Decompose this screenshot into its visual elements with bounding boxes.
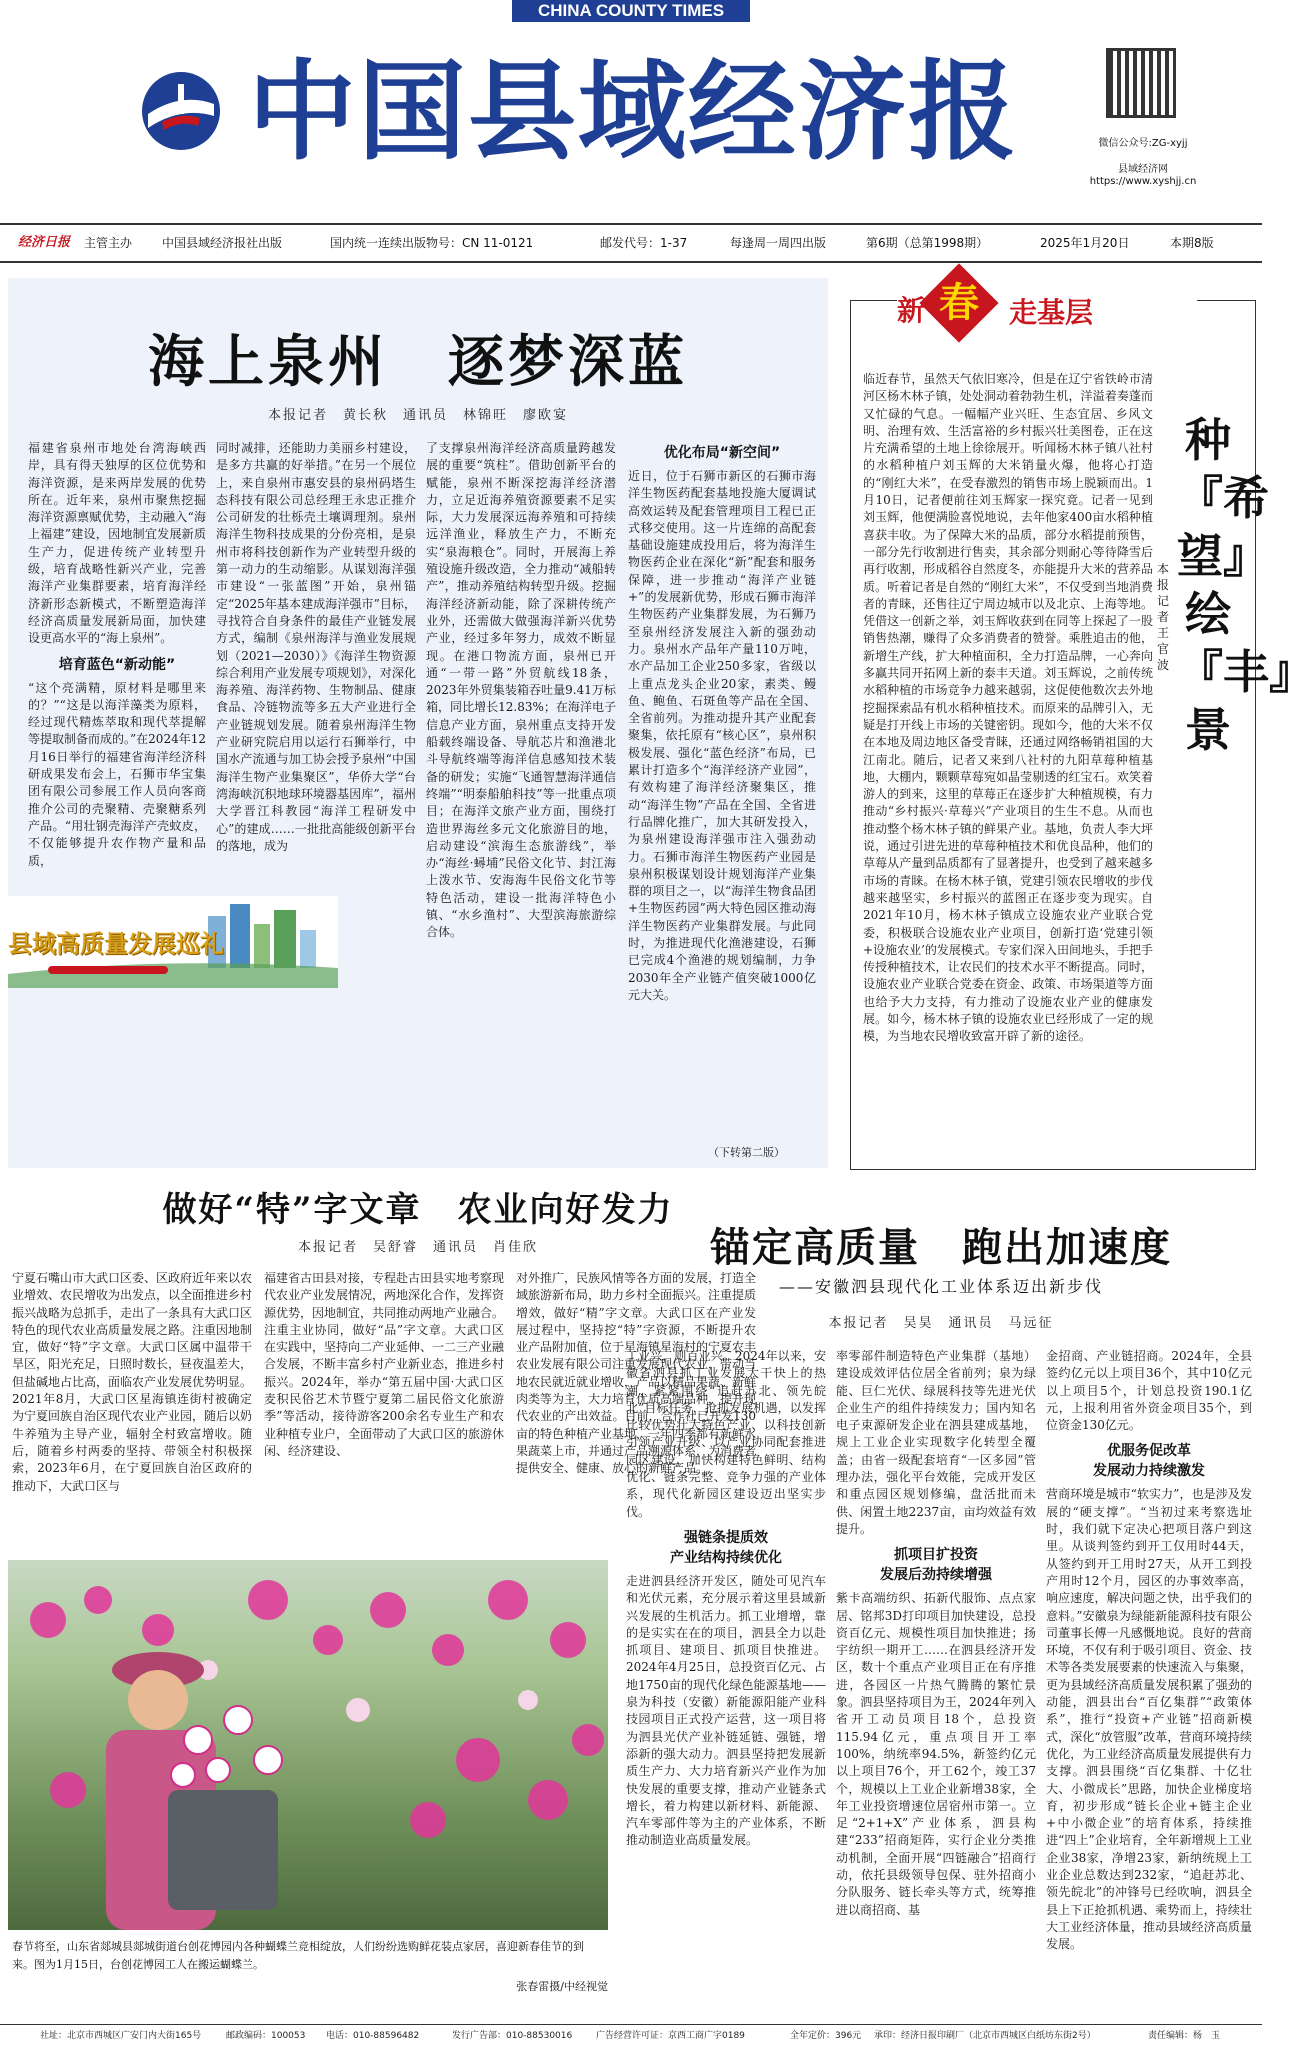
third-byline: 本报记者 吴昊 通讯员 马远征	[828, 1316, 1054, 1331]
third-subhead-1: 强链条提质效 产业结构持续优化	[670, 1529, 782, 1566]
footer-item: 责任编辑：杨 玉	[1148, 2031, 1221, 2041]
footer-item: 承印：经济日报印刷厂（北京市西城区白纸坊东街2号）	[874, 2031, 1096, 2041]
newspaper-title: 中国县域经济报	[248, 49, 1019, 175]
spring-col1	[863, 371, 1153, 1157]
info-bar	[0, 226, 1262, 260]
third-headline: 锚定高质量 跑出加速度	[710, 1224, 1172, 1271]
info-item: 国内统一连续出版物号：CN 11-0121	[330, 236, 534, 250]
continued-note: （下转第二版）	[708, 1146, 785, 1159]
info-item: 主管主办	[84, 236, 133, 250]
lead-col2	[216, 440, 416, 1158]
third-col3b-text: 营商环境是城市“软实力”，也是涉及发展的“硬支撑”。“当初过来考察选址时，我们就下定决心把项目落户到这里。从谈判签约到开工仅用时44天，从签约到开工用时27天，从开工到投产用时12个月，园区的办事效率高，响应速度，解决问题之快，出乎我们的意料。”安徽泉为绿能新能源科技有限公司董事长傅一凡感慨地说。良好的营商环境，不仅有利于吸引项目、资金、技术等各类发展要素的快速流入与集聚，更为县域经济高质量发展积累了强劲的动能，泗县出台“百亿集群”“政策体系”，推行“投资+产业链”招商新模式，深化“放管服”改革，营商环境持续优化，为工业经济高质量发展提供有力支撑。泗县围绕“百亿集群、十亿壮大、小微成长”思路，加快企业梯度培育，初步形成“链长企业+链主企业+中小微企业”的培育体系，持续推进“四上”企业培育，全年新增规上工业企业38家，净增23家，新纳统规上工业企业总数达到232家，“追赶苏北、领先皖北”的冲锋号已经吹响，泗县全县上下正抢抓机遇、乘势而上，持续壮大工业经济体量，推动县域经济高质量发展。	[1046, 1487, 1252, 1952]
footer-item: 广告经营许可证：京西工商广字0189	[596, 2031, 745, 2041]
masthead-logo-icon	[140, 70, 222, 152]
photo-credit: 张春雷摄/中经视觉	[516, 1980, 608, 1993]
info-item: 中国县域经济报社出版	[162, 236, 283, 250]
photo-caption: 春节将至，山东省郯城县郯城街道台创花博园内各种蝴蝶兰竞相绽放，人们纷纷选购鲜花装点家居，喜迎新春佳节的到来。图为1月15日，台创花博园工人在搬运蝴蝶兰。	[12, 1940, 584, 1971]
third-col3-text: 金招商、产业链招商。2024年，全县签约亿元以上项目36个，其中10亿元以上项目5个，计划总投资190.1亿元，上报利用省外资金项目35个，到位资金130亿元。	[1046, 1349, 1252, 1433]
spring-headline: 种『希望』 绘『丰』景	[1177, 413, 1315, 757]
third-col1b-text: 走进泗县经济开发区，随处可见汽车和光伏元素，充分展示着这里县域新兴发展的生机活力。抓工业增增，靠的是实实在在的项目，泗县全力以赴抓项目、建项目、抓项目快推进。2024年4月25日，总投资百亿元、占地1750亩的现代化绿色能源基地——泉为科技（安徽）新能源阳能产业科技园项目正式投产运营，这一项目将为泗县光伏产业补链延链、强链，增添新的强大动力。泗县坚持把发展新质生产力、大力培育新兴产业作为加快发展的重要支撑，推动产业链条式增长，着力构建以新材料、新能源、汽车零部件等为主的产业体系，不断推动制造业高质量发展。	[626, 1573, 826, 1848]
footer-item: 发行广告部：010-88530016	[452, 2031, 573, 2041]
info-item: 第6期（总第1998期）	[866, 236, 989, 250]
footer-item: 社址：北京市西城区广安门内大街165号	[40, 2031, 202, 2041]
third-article	[620, 1212, 1262, 2012]
second-col2-text: 福建省古田县对接，专程赴古田县实地考察现代农业产业发展情况，两地深化合作，发挥资源优势，因地制宜，共同推动两地产业融合。注重主业协同，做好“品”字文章。大武口区在实践中，坚持向二产业延伸、一二三产业融合发展，不断丰富乡村产业新业态，推进乡村振兴。2024年，举办“第五届中国·大武口区麦积民俗艺术节暨宁夏第二届民俗文化旅游季”等活动，接待游客200余名专业生产和农业种植专业户，全面带动了大武口区的旅游休闲、经济建设、	[264, 1271, 505, 1458]
second-col1	[12, 1270, 252, 1550]
masthead	[0, 0, 1262, 220]
lead-col1	[28, 440, 206, 970]
third-subheadline: ——安徽泗县现代化工业体系迈出新步伐	[778, 1277, 1103, 1296]
badge-xin: 新	[897, 294, 926, 327]
lead-col3	[426, 440, 616, 1000]
lead-col2-text: 同时减排，还能助力美丽乡村建设，是多方共赢的好举措。”在另一个展位上，来自泉州市惠安县的泉州码塔生态科技有限公司总经理王永忠正推介公司研发的壮栎壳土壤调理剂。泉州海洋生物科技成果的分份亮相，是泉州市将科技创新作为产业转型升级的第一动力的生动缩影。从谋划海洋强市建设“一张蓝图”开始，泉州锚定“2025年基本建成海洋强市”目标，寻找符合自身条件的最佳产业链发展方式，编制《泉州海洋与渔业发展规划（2021—2030）》《海洋生物资源综合利用产业发展专项规划》，对深化海养殖、海洋药物、生物制品、健康食品、冷链物流等多五大产业进行全产业链规划发展。随着泉州海洋生物产业研究院启用以运行石狮举行，中国水产流通与加工协会授予泉州“中国海洋生物产业集聚区”，华侨大学“台湾海峡沉积地球环境器基因库”，福州大学晋江科教园“海洋工程研发中心”的建成……一批批高能级创新平台的落地，成为	[216, 441, 416, 853]
qr-name: 县域经济网	[1118, 164, 1168, 175]
lead-col4	[628, 440, 816, 1140]
footer-item: 电话：010-88596482	[326, 2031, 420, 2041]
qr-wechat: 微信公众号:ZG-xyjj	[1098, 138, 1188, 149]
second-col3-text: 对外推广，民族风情等各方面的发展，打造全域旅游新布局，助力乡村全面振兴。注重提质增效，做好“精”字文章。大武口区在产业发展过程中，坚持挖“特”字资源，不断提升农业产品附加值，位于星海镇星海村的宁夏农丰农业发展有限公司注重发展现代农业，带动当地农民就近就业增收，产品以精品果蔬、新鲜肉类等为主，大力培育优质高端品种，提升现代农业的产出效益。目前，合作社已开发130亩的特色种植产业基地，一年四季都有新鲜水果蔬菜上市，并通过产品溯源体系，为消费者提供安全、健康、放心的新鲜产品。	[516, 1271, 757, 1476]
lead-col1-text: 福建省泉州市地处台湾海峡西岸，具有得天独厚的区位优势和海洋资源，是来两岸发展的优势所在。近年来，泉州市聚焦挖掘海洋资源禀赋优势，主动融入“海上福建”建设，因地制宜发展新质生产力，促进传统产业转型升级，培育战略性新兴产业，完善海洋产业集群要素，培育海洋经济新形态新模式，不断塑造海洋经济高质量发展新局面，加快建设更高水平的“海上泉州”。	[28, 441, 206, 646]
info-item: 邮发代号：1-37	[600, 236, 688, 250]
third-col2-text: 率零部件制造特色产业集群（基地）建设成效评估位居全省前列；泉为绿能、巨仁光伏、绿展科技等先进光伏企业生产的组件持续发力；国内知名电子束源研发企业在泗县建成基地，规上工业企业实现数字化转型全覆盖；由省一级配套培育“一区多园”管理办法，强化平台效能，完成开发区和重点园区规划修编，盘活批而未供、闲置土地2237亩，亩均效益有效提升。	[836, 1349, 1036, 1536]
info-item: 本期8版	[1170, 236, 1214, 250]
third-col3	[1046, 1348, 1252, 2008]
third-col1-text: 工业兴，则百业兴。2024年以来，安徽省泗县抓工业发展大干快上的热潮，紧紧围绕“追赶苏北、领先皖北”目标任务，抢抓发展机遇，以发挥比较优势壮大特色产业、以科技创新引领产业升级、以产业协同配套推进园区建设，加快构建特色鲜明、结构优化、链条完整、竞争力强的产业体系，现代化新园区建设迈出坚实步伐。	[626, 1349, 826, 1519]
second-byline: 本报记者 吴舒睿 通讯员 肖佳欣	[297, 1240, 538, 1255]
footer-item: 全年定价：396元	[790, 2031, 862, 2041]
info-item: 每逢周一周四出版	[730, 236, 827, 250]
third-subhead-2: 抓项目扩投资 发展后劲持续增强	[880, 1547, 992, 1584]
footer-item: 邮政编码：100053	[226, 2031, 306, 2041]
english-title-bar: CHINA COUNTY TIMES	[512, 0, 750, 22]
lead-subhead-2: 优化布局“新空间”	[663, 445, 781, 461]
tour-banner	[8, 896, 338, 988]
lead-subhead-1: 培育蓝色“新动能”	[58, 656, 176, 673]
second-col1-text: 宁夏石嘴山市大武口区委、区政府近年来以农业增效、农民增收为出发点，以全面推进乡村振兴战略为总抓手，走出了一条具有大武口区特色的现代农业高质量发展之路。注重因地制宜，做好“特”字文章。大武口区属中温带干旱区，阳光充足，日照时数长，昼夜温差大，但盐碱地占比高，面临农产业发展优势明显。2021年8月，大武口区星海镇连街村被确定为宁夏回族自治区现代农业产业园，随后以奶牛养殖为主导产业，辐射全村致富增收。随后，随着乡村两委的坚持、带领全村积极探索，2023年6月，在宁夏回族自治区政府的推动下，大武口区与	[12, 1271, 253, 1493]
qr-url: https://www.xyshjj.cn	[1089, 176, 1197, 187]
third-col1	[626, 1348, 826, 2008]
lead-byline: 本报记者 黄长秋 通讯员 林锦旺 廖欧宴	[267, 408, 568, 423]
spring-badge	[897, 275, 1197, 345]
badge-rest: 走基层	[1009, 296, 1094, 329]
lead-col3-text: 了支撑泉州海洋经济高质量跨越发展的重要“筑柱”。借助创新平台的赋能，泉州不断深挖海洋经济潜力，立足近海养殖资源要素不足实际，大力发展深远海养殖和可持续远洋渔业，释放生产力，不断充实“泉海粮仓”。同时，开展海上养殖设施升级改造，全力推动“减船转产”，推动养殖结构转型升级。挖掘海洋经济新动能，除了深耕传统产业外，还需做大做强海洋新兴优势产业，经过多年努力，成效不断显现。在港口物流方面，泉州已开通“一带一路”外贸航线18条，2023年外贸集装箱吞吐量9.41万标箱，同比增长12.83%；在海洋电子信息产业方面，泉州重点支持开发船载终端设备、导航芯片和渔港北斗导航终端等海洋信息感知技术装备的研发；实施“飞通智慧海洋通信终端”“明泰船舶科技”等一批重点项目；在海洋文旅产业方面，围绕打造世界海丝多元文化旅游目的地，启动建设“滨海生态旅游线”，举办“海丝·蟳埔”民俗文化节、封江海上泼水节、安海海牛民俗文化节等特色活动，建设一批海洋特色小镇、“水乡渔村”、大型滨海旅游综合体。	[426, 441, 616, 940]
lead-col4-text: 近日，位于石狮市新区的石狮市海洋生物医药配套基地投施大厦调试高效运转及配套管理项目工程已正式移交使用。这一片连绵的高配套基础设施建成投用后，将为海洋生物医药企业在深化“新”配套和服务保障，进一步推动“海洋产业链+”的发展新优势，形成石狮市海洋生物医药产业集群发展，为石狮乃至泉州经济发展注入新的强劲动力。泉州水产品年产量110万吨，水产品加工企业250多家，省级以上重点龙头企业20家，素类、鳗鱼、鲍鱼、石斑鱼等产品在全国、全省前列。为推动提升其产业配套聚集，依托原有“核心区”，泉州积极发展、强化“蓝色经济”布局，已累计打造多个“海洋经济产业园”，有效构建了海洋经济聚集区，推动“海洋生物”产品在全国、全省进行品牌化推广，加大其研发投入，为泉州建设海洋强市注入强劲动力。石狮市海洋生物医药产业园是泉州积极谋划设计规划海洋产业集群的项目之一，以“海洋生物食品团+生物医药园”两大特色园区推动海洋生物医药产业集群发展。与此同时，为推进现代化渔港建设，石狮已完成4个渔港的规划编制，力争2030年全产业链产值突破1000亿元大关。	[628, 469, 816, 1002]
badge-chun: 春	[919, 263, 998, 342]
third-col2	[836, 1348, 1036, 2008]
tour-banner-text: 县域高质量发展巡礼	[8, 929, 224, 958]
footer	[0, 2026, 1262, 2046]
second-col2	[264, 1270, 504, 1550]
spring-byline: 本报记者 王官波	[1157, 562, 1182, 672]
lead-headline: 海上泉州 逐梦深蓝	[148, 329, 688, 395]
date: 2025年1月20日	[1040, 236, 1130, 250]
third-subhead-3: 优服务促改革 发展动力持续激发	[1093, 1443, 1205, 1480]
third-col2b-text: 紫卡高端纺织、拓新代服饰、点点家居、铭邦3D打印项目加快建设，总投资百亿元、规模性项目加快推进；扬宇纺织一期开工……在泗县经济开发区，数十个重点产业项目正在有序推进，各园区一片热气腾腾的繁忙景象。泗县坚持项目为王，2024年列入省开工动员项目18个，总投资115.94亿元，重点项目开工率100%，纳统率94.5%，新签约亿元以上项目76个，开工62个，竣工37个，规模以上工业企业新增38家，全年工业投资增速位居宿州市第一。立足“2+1+X”产业体系，泗县构建“233”招商矩阵，实行企业分类推动机制，全面开展“四链融合”招商行动，依托县级领导包保、驻外招商小分队服务、链长牵头等方式，统筹推进以商招商、基	[836, 1591, 1036, 1917]
spring-article	[850, 279, 1315, 1170]
orchid-photo	[8, 1560, 608, 1930]
spring-text: 临近春节，虽然天气依旧寒冷，但是在辽宁省铁岭市清河区杨木林子镇，处处洞动着勃勃生机，洋溢着奏蓬而又忙碌的气息。一幅幅产业兴旺、生态宜居、乡风文明、治理有效、生活富裕的乡村振兴壮美图卷，正在这片充满希望的土地上徐徐展开。听闻杨木林子镇八社村的水稻种植户刘玉辉的大米销量火爆，他将心打造的“刚红大米”，在受春激烈的销售市场上脱颖而出。1月10日，记者便前往刘玉辉家一探究竟。记者一见到刘玉辉，他便满脸喜悦地说，去年他家400亩水稻种植喜获丰收。为了保障大米的品质，部分水稻提前预售，一部分先行收割进行售卖，其余部分则耐心等待降雪后再行收割，形成稻谷自然度冬，亦能提升大米的营养品质。听着记者是自然的“刚红大米”，不仅受到当地消费者的青睐，还售往辽宁周边城市以及北京、上海等地。凭借这一创新之举，刘玉辉收获到在同等上探起了一股销售热潮，赚得了众多消费者的赞誉。乘胜追击的他，新增生产线，扩大种植面积，全力打造品牌，一心奔向多赢共同开拓网上新的泰丰天道。刘玉辉说，之前传统水稻种植的市场竞争力越来越弱，这促使他数次去外地挖掘探索品有机水稻种植技术。而原来的品牌引入，无疑是打开线上市场的关键密钥。现如今，他的大米不仅在本地及周边地区备受青睐，还通过网络畅销祖国的大江南北。随后，记者又来到八社村的九阳草莓种植基地，大棚内，颗颗草莓宛如晶莹剔透的红宝石。欢笑着游人的到来，这里的草莓正在逐步扩大种植规模，有力推动“乡村振兴·草莓兴”产业项目的生生不息。从而也推动整个杨木林子镇的鲜果产业。基地，负责人李大坪说，通过引进先进的草莓种植技术和优良品种，他们的草莓从产量到品质都有了显著提升，也受到了越来越多市场的青睐。在杨木林子镇，党建引领农民增收的步伐越来越坚实，乡村振兴的蓝图正在逐步变为现实。自2021年10月，杨木林子镇成立设施农业产业联合党委，积极联合设施农业产业项目，创新打造‘党建引领+设施农业’的发展模式。专家们深入田间地头，手把手传授种植技术，让农民们的技术水平不断提高。同时，设施农业产业联合党委在资金、政策、市场渠道等方面也给予大力支持，有力推动了设施农业产业的健康发展。如今，杨木林子镇的设施农业已经形成了一定的规模，为当地农民增收致富开辟了新的途径。	[863, 372, 1153, 1044]
photo-block	[8, 1560, 608, 2016]
sponsor-logo: 经济日报	[18, 235, 71, 250]
lead-article	[8, 278, 828, 1168]
second-headline: 做好“特”字文章 农业向好发力	[162, 1190, 674, 1230]
qr-code	[1106, 48, 1176, 118]
lead-col1b-text: “这个亮满精，原材料是哪里来的？”“这是以海洋藻类为原料，经过现代精炼萃取和现代萃提解等提取制备而成的。”在2024年12月16日举行的福建省海洋经济科研成果发布会上，石狮市华宝集团有限公司参展工作人员向客商推介公司的壳聚精、壳聚糖系列产品。“用壮钢壳海洋产壳蚊皮，不仅能够提升农作物产量和品质，	[28, 680, 206, 868]
